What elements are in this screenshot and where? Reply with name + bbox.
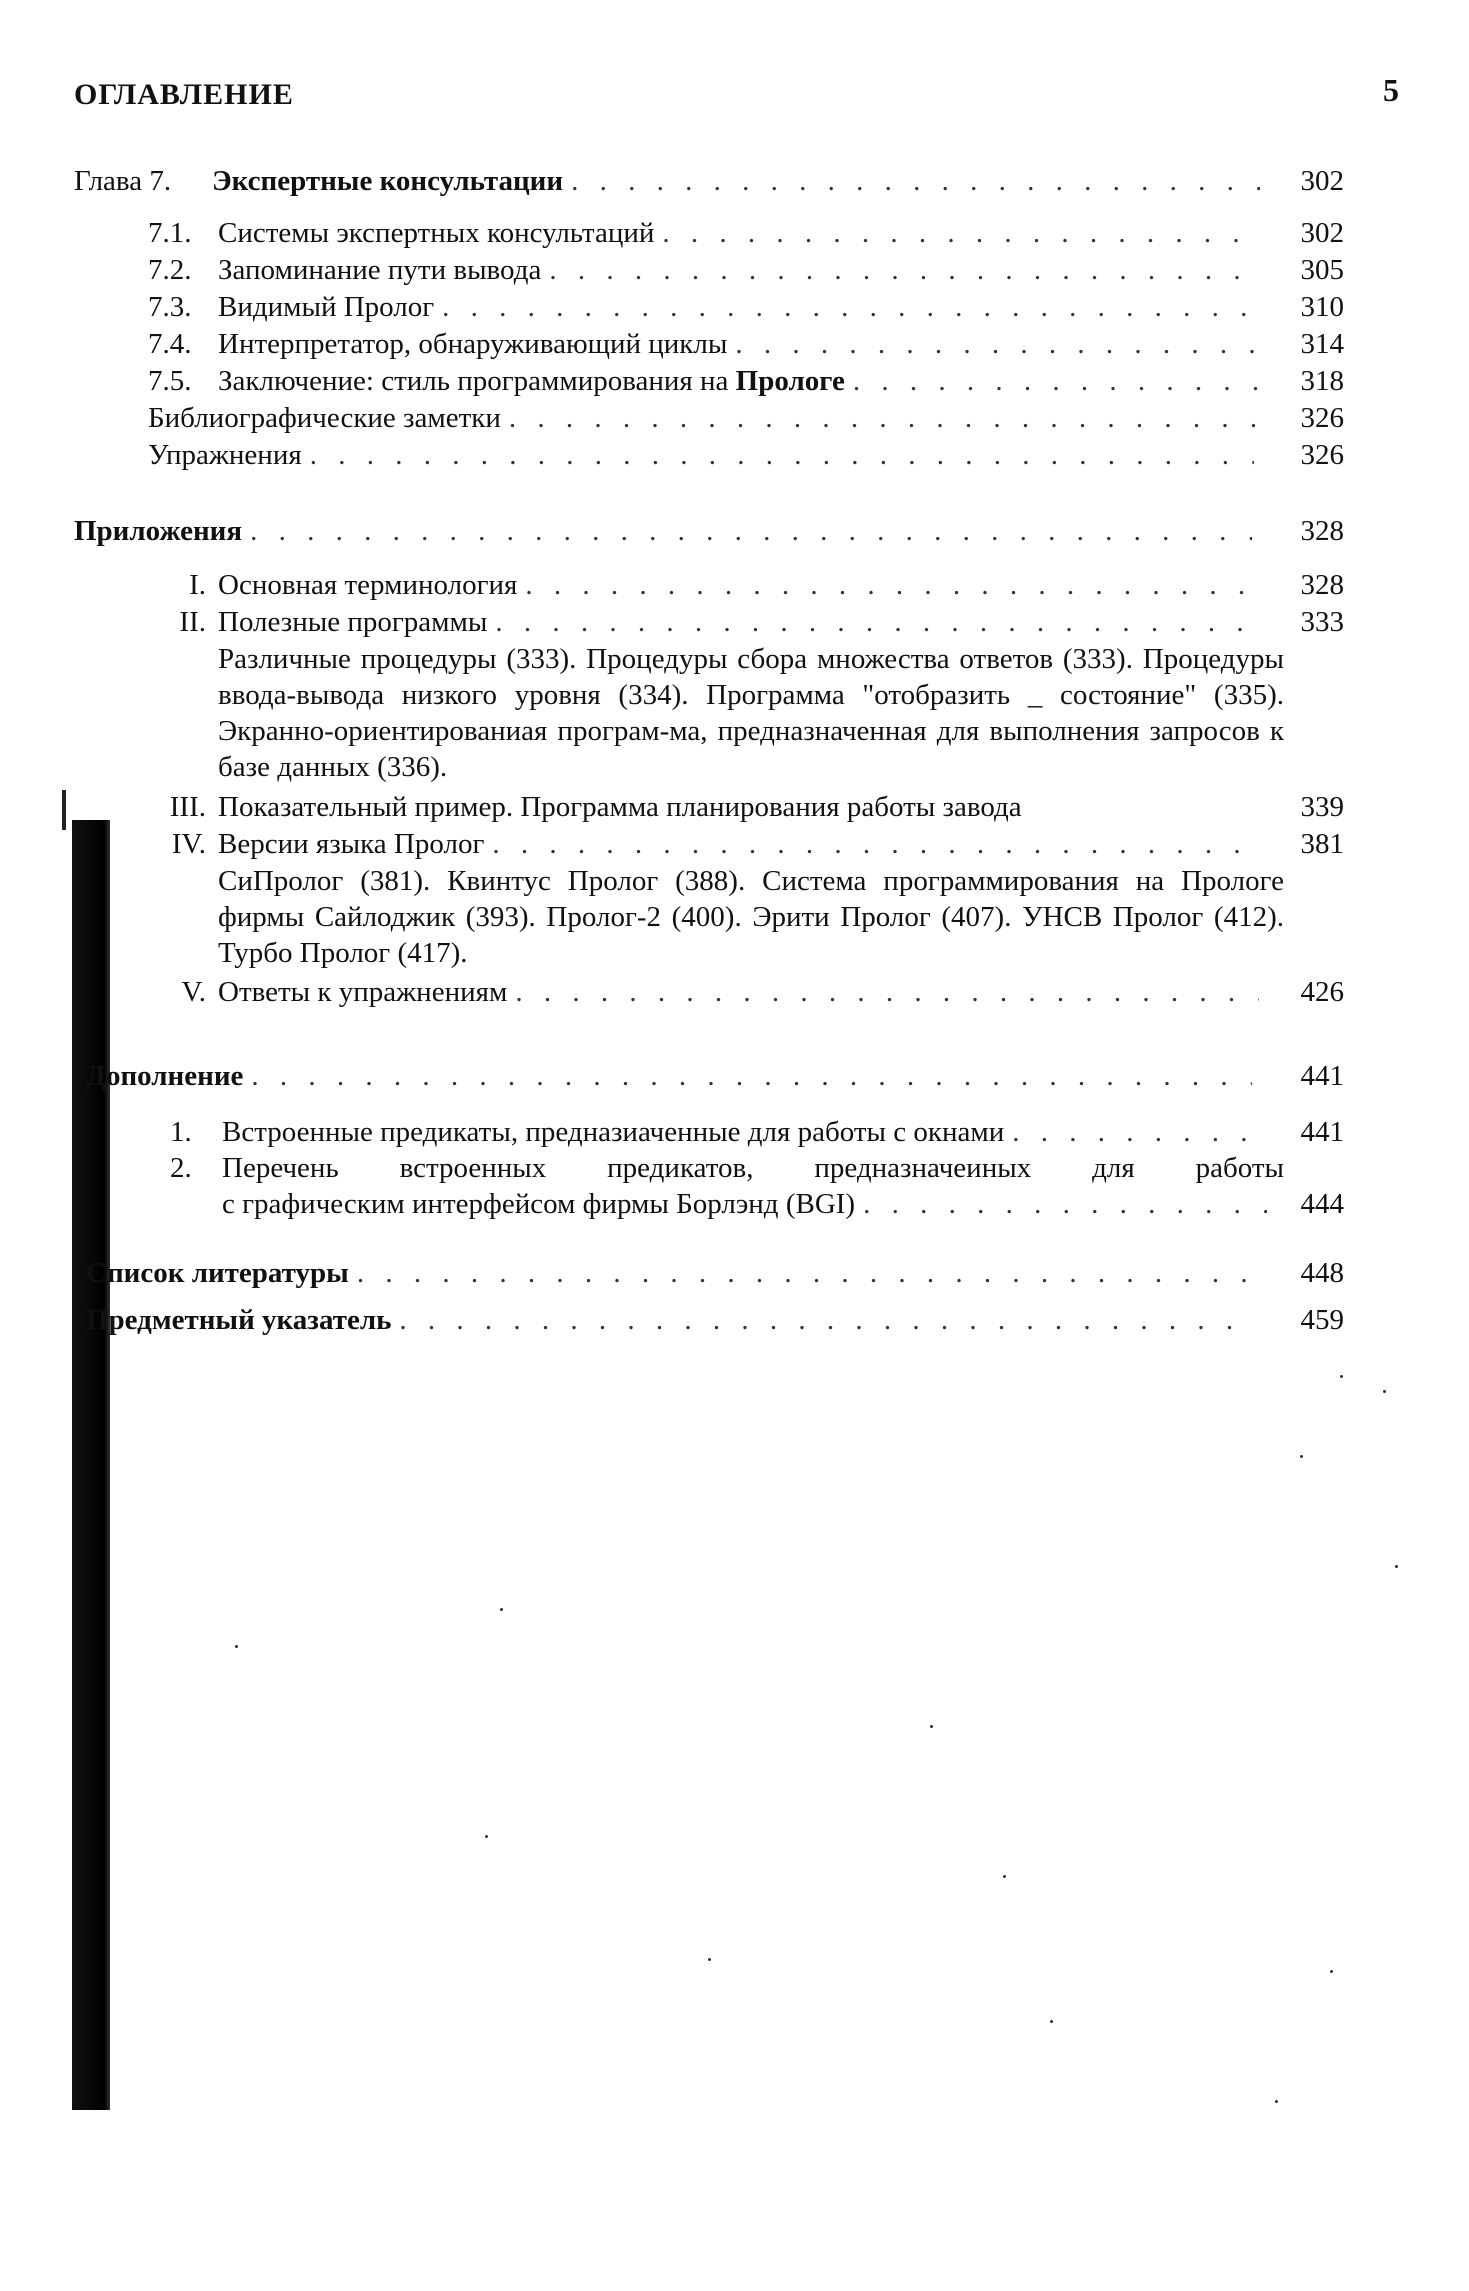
page-ref: 326 bbox=[1300, 402, 1344, 434]
leader-dots bbox=[492, 827, 1258, 861]
page-ref: 305 bbox=[1300, 254, 1344, 286]
leader-dots bbox=[525, 568, 1258, 602]
page-ref: 444 bbox=[1300, 1188, 1344, 1220]
leader-dots bbox=[442, 290, 1257, 324]
appendix-title: Показательный пример. Программа планирования работы завода bbox=[218, 791, 1022, 823]
appendix-title: Версии языка Пролог bbox=[218, 828, 485, 860]
leader-dots bbox=[1012, 1115, 1270, 1149]
toc-section[interactable] bbox=[148, 290, 1344, 324]
item-number: 1. bbox=[170, 1116, 192, 1148]
appendix-title: Полезные программы bbox=[218, 606, 488, 638]
toc-appendix-item[interactable] bbox=[148, 790, 1344, 824]
item-title-line2: с графическим интерфейсом фирмы Борлэнд (BGI) bbox=[222, 1188, 856, 1220]
appendix-number: V. bbox=[181, 976, 206, 1008]
scan-speck bbox=[1275, 2100, 1278, 2103]
toc-supplement-item[interactable] bbox=[170, 1151, 1284, 1185]
leader-dots bbox=[515, 975, 1258, 1009]
scan-speck bbox=[1395, 1565, 1398, 1568]
appendix-number: II. bbox=[179, 606, 206, 638]
item-title-line1: Перечень встроенных предикатов, предназначеиных для работы bbox=[222, 1152, 1284, 1184]
page-title: ОГЛАВЛЕНИЕ bbox=[74, 78, 294, 111]
toc-section[interactable] bbox=[148, 327, 1344, 361]
page-ref: 441 bbox=[1300, 1060, 1344, 1092]
page-ref: 328 bbox=[1300, 569, 1344, 601]
appendices-title: Приложения bbox=[74, 515, 243, 547]
toc-exercises[interactable] bbox=[148, 438, 1344, 472]
running-head bbox=[74, 70, 1399, 120]
section-title bbox=[218, 364, 845, 398]
toc-appendix-item[interactable] bbox=[148, 605, 1344, 639]
leader-dots bbox=[549, 253, 1259, 287]
toc-supplement-item-cont[interactable] bbox=[222, 1187, 1344, 1221]
page-number: 5 bbox=[1383, 72, 1399, 108]
leader-dots bbox=[863, 1187, 1266, 1221]
supplement-title: Дополнение bbox=[86, 1060, 244, 1092]
section-number: 7.3. bbox=[148, 291, 192, 323]
leader-dots bbox=[662, 216, 1262, 250]
toc-section[interactable] bbox=[148, 364, 1344, 398]
page-ref: 333 bbox=[1300, 606, 1344, 638]
notes-title: Библиографические заметки bbox=[148, 402, 501, 434]
section-title-bold: Прологе bbox=[735, 365, 845, 397]
toc-supplement-item[interactable] bbox=[170, 1115, 1344, 1149]
section-title: Системы экспертных консультаций bbox=[218, 217, 655, 249]
scan-speck bbox=[1050, 2020, 1053, 2023]
page-ref: 381 bbox=[1300, 828, 1344, 860]
appendix-number: I. bbox=[189, 569, 206, 601]
scan-speck bbox=[1330, 1970, 1333, 1973]
scan-speck bbox=[708, 1958, 711, 1961]
toc-section[interactable] bbox=[148, 216, 1344, 250]
appendix-number: III. bbox=[169, 791, 206, 823]
chapter-label: Глава 7. bbox=[74, 165, 172, 197]
leader-dots bbox=[310, 438, 1254, 472]
references-title: Список литературы bbox=[86, 1257, 349, 1289]
section-number: 7.1. bbox=[148, 217, 192, 249]
toc-appendix-item[interactable] bbox=[148, 827, 1344, 861]
scan-page-edge bbox=[72, 820, 110, 2110]
leader-dots bbox=[357, 1256, 1255, 1290]
toc-references[interactable] bbox=[86, 1256, 1344, 1290]
item-title: Встроенные предикаты, предназиаченные для работы с окнами bbox=[222, 1116, 1005, 1148]
leader-dots bbox=[853, 364, 1266, 398]
page-ref: 326 bbox=[1300, 439, 1344, 471]
page-ref: 459 bbox=[1300, 1304, 1344, 1336]
leader-dots bbox=[251, 1059, 1252, 1093]
scan-speck bbox=[500, 1608, 503, 1611]
item-number: 2. bbox=[170, 1152, 192, 1184]
page-ref: 448 bbox=[1300, 1257, 1344, 1289]
index-title: Предметный указатель bbox=[86, 1304, 392, 1336]
leader-dots bbox=[735, 327, 1263, 361]
leader-dots bbox=[495, 605, 1258, 639]
section-number: 7.5. bbox=[148, 365, 192, 397]
scan-speck bbox=[485, 1835, 488, 1838]
page-ref: 310 bbox=[1300, 291, 1344, 323]
toc-appendix-item[interactable] bbox=[148, 975, 1344, 1009]
toc-appendix-item[interactable] bbox=[148, 568, 1344, 602]
page-ref: 302 bbox=[1300, 217, 1344, 249]
scan-speck bbox=[930, 1725, 933, 1728]
toc-supplement[interactable] bbox=[86, 1059, 1344, 1093]
page-ref: 441 bbox=[1300, 1116, 1344, 1148]
appendix-details: Различные процедуры (333). Процедуры сбора множества ответов (333). Процедуры ввода-вывода низкого уровня (334). Программа "отобразить _ состояние" (335). Экранно-ориентированиая програм-ма, предназначенная для выполнения запросов к базе данных (336). bbox=[218, 643, 1284, 783]
scan-speck bbox=[1003, 1875, 1006, 1878]
toc-index[interactable] bbox=[86, 1303, 1344, 1337]
scan-speck bbox=[62, 790, 66, 830]
section-title-text: Заключение: стиль программирования на bbox=[218, 365, 736, 397]
appendix-number: IV. bbox=[171, 828, 206, 860]
section-title: Запоминание пути вывода bbox=[218, 254, 542, 286]
appendix-title: Ответы к упражнениям bbox=[218, 976, 508, 1008]
toc-chapter-7[interactable] bbox=[74, 164, 1344, 198]
scan-speck bbox=[1383, 1390, 1386, 1393]
chapter-title: Экспертные консультации bbox=[212, 165, 564, 197]
page-ref: 339 bbox=[1300, 791, 1344, 823]
leader-dots bbox=[250, 514, 1252, 548]
appendix-title: Основная терминология bbox=[218, 569, 518, 601]
page-ref: 328 bbox=[1300, 515, 1344, 547]
scan-speck bbox=[235, 1645, 238, 1648]
leader-dots bbox=[571, 164, 1260, 198]
exercises-title: Упражнения bbox=[148, 439, 302, 471]
toc-notes[interactable] bbox=[148, 401, 1344, 435]
leader-dots bbox=[509, 401, 1259, 435]
leader-dots bbox=[399, 1303, 1255, 1337]
scan-speck bbox=[1340, 1375, 1343, 1378]
toc-section[interactable] bbox=[148, 253, 1344, 287]
section-title: Видимый Пролог bbox=[218, 291, 435, 323]
section-number: 7.4. bbox=[148, 328, 192, 360]
page-ref: 314 bbox=[1300, 328, 1344, 360]
section-number: 7.2. bbox=[148, 254, 192, 286]
scan-speck bbox=[1300, 1455, 1303, 1458]
page-ref: 302 bbox=[1300, 165, 1344, 197]
page-ref: 426 bbox=[1300, 976, 1344, 1008]
toc-appendices[interactable] bbox=[74, 514, 1344, 548]
section-title: Интерпретатор, обнаруживающий циклы bbox=[218, 328, 728, 360]
page-ref: 318 bbox=[1300, 365, 1344, 397]
appendix-details: СиПролог (381). Квинтус Пролог (388). Система программирования на Прологе фирмы Сайлоджик (393). Пролог-2 (400). Эрити Пролог (407). УНСВ Пролог (412). Турбо Пролог (417). bbox=[218, 865, 1284, 969]
